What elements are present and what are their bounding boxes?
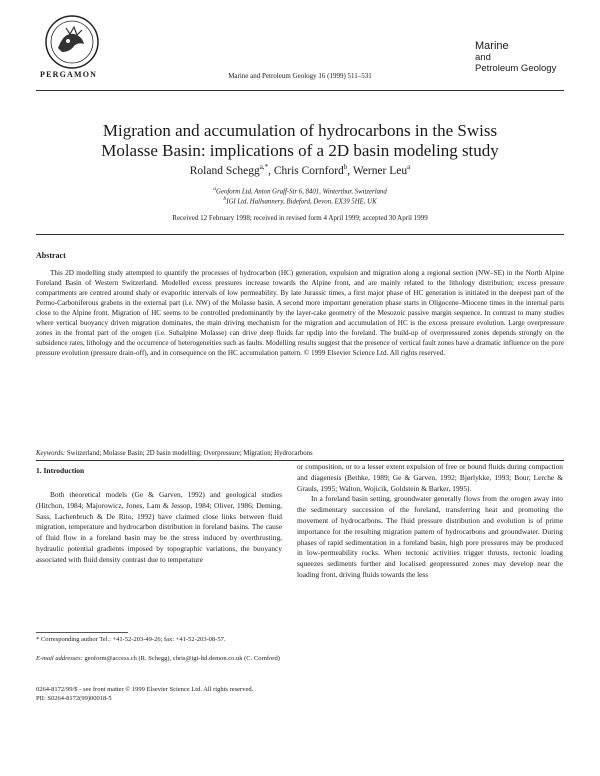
footnote-corresponding: * Corresponding author Tel.: +41-52-203-49-26; fax: +41-52-203-08-57.	[36, 636, 226, 643]
footnote-email-label: E-mail addresses:	[36, 655, 83, 662]
author-sep-2: ,	[347, 164, 353, 177]
author-3-sup: a	[407, 163, 411, 171]
right-column-paragraph-1: or composition, or to a lesser extent expulsion of free or bound fluids during compaction and diagenesis (Bethke, 1989; Ge & Garven, 1992; Bjørlykke, 1993; Bour, Lerche & Grauls, 1995; Walton, Wojicik, Goldstein & Barker, 1995).	[297, 462, 563, 493]
right-column-paragraph-2: In a foreland basin setting, groundwater generally flows from the orogen away into the sedimentary succession of the foreland, transferring heat and promoting the movement of hydrocarbons. The fluid pressure distribution and evolution is of prime importance for the resulting migration pattern of hydrocarbons and groundwater. During phases of rapid sedimentation in a foreland basin, high pore pressures may be produced in low-permeability rocks. When tectonic activities trigger thrusts, tectonic loading squeezes sediments further and localised geopressured zones may develop near the loading front, driving fluids towards the less	[297, 494, 563, 579]
abstract-heading: Abstract	[36, 251, 66, 260]
footnote-email	[36, 655, 282, 664]
affiliation-a-text: Geoform Ltd, Anton Graff-Str 6, 8401, Winterthur, Switzerland	[216, 188, 387, 196]
received-dates: Received 12 February 1998; received in revised form 4 April 1999; accepted 30 April 1999	[172, 214, 428, 222]
abstract-text: This 2D modelling study attempted to quantify the processes of hydrocarbon (HC) generation, expulsion and migration along a regional section (NW–SE) in the North Alpine Foreland Basin of Western Switzerland. Modelled excess pressures increase towards the Alpine front, and are mainly related to the lithology distribution; excess pressure compartments are centred around shaly or evaporitic intervals of low permeability. By late Jurassic times, a first major phase of HC generation is initiated in the deepest part of the Permo-Carboniferous grabens in the external part (i.e. NW) of the Molasse basin. A second more important generation phase starts in Oligocene–Miocene times in the internal parts close to the Alpine front. Migration of HC seems to be controlled predominantly by the layer-cake geometry of the Mesozoic passive margin sequence. In contrast to many studies where vertical buoyancy driven migration dominates, the main driving mechanism for the migration and accumulation of HC is the excess pressure evolution. Large overpressure zones in the frontal part of the orogen (i.e. Subalpine Molasse) can drive deep fluids far updip into the foreland. The build-up of overpressured zones depends strongly on the subsidence rates, lithology and the occurrence of heterogeneities such as faults. Modelling results suggest that the presence of vertical fault zones have a dramatic influence on the pore pressure evolution (pressure drain-off), and in consequence on the HC accumulation pattern. © 1999 Elsevier Science Ltd. All rights reserved.	[36, 269, 564, 357]
keywords-label: Keywords:	[36, 450, 66, 457]
keywords-text: Switzerland; Molasse Basin; 2D basin modelling; Overpressure; Migration; Hydrocarbons	[65, 450, 313, 457]
journal-title-line2	[475, 52, 565, 63]
author-list	[40, 163, 560, 177]
abstract-rule	[36, 460, 564, 461]
affiliation-b	[40, 196, 560, 205]
journal-title-line2a: and	[475, 52, 491, 63]
author-3: Werner Leu	[352, 164, 408, 177]
left-column-paragraph-1: Both theoretical models (Ge & Garven, 1992) and geological studies (Hitchon, 1984; Majorowicz, Jones, Lam & Jessop, 1984; Oliver, 1986; Deming, Sass, Lachenbruch & De Rito, 1992) have claimed close links between fluid migration, temperature and hydrocarbon distribution in foreland basins. The cause of fluid flow in a foreland basin may be the stress induced by overthrusting, hydraulic potential gradients imposed by topographic variations, the buoyancy associated with fluid density contrast due to temperature	[36, 490, 282, 564]
affiliation-a-sup: a	[213, 186, 217, 192]
author-1: Roland Schegg	[189, 164, 260, 177]
affiliation-b-text: IGI Ltd, Hallsannery, Bideford, Devon, EX39 5HE, UK	[226, 198, 377, 206]
affiliation-b-sup: b	[223, 196, 227, 202]
footnote-email-text: geoform@access.ch (R. Schegg), chris@igi-ltd.demon.co.uk (C. Cornford)	[82, 655, 280, 662]
journal-title-line1: Marine	[475, 40, 509, 52]
article-title-line1: Migration and accumulation of hydrocarbons in the Swiss	[102, 121, 498, 140]
title-rule	[36, 234, 564, 235]
publisher-name: PERGAMON	[40, 70, 98, 79]
copyright-line: 0264-8172/99/$ - see front matter © 1999 Elsevier Science Ltd. All rights reserved.	[36, 686, 254, 693]
affiliation-a	[40, 186, 560, 195]
right-column	[297, 462, 563, 581]
author-2-sup: b	[343, 163, 348, 171]
author-2: Chris Cornford	[273, 164, 344, 177]
footnote-rule	[36, 632, 128, 633]
section-heading-introduction: 1. Introduction	[36, 466, 85, 475]
author-1-sup: a,*	[259, 163, 269, 171]
header-rule	[36, 90, 564, 91]
author-sep-1: ,	[268, 164, 274, 177]
keywords	[36, 450, 564, 457]
journal-title	[475, 41, 565, 74]
journal-citation: Marine and Petroleum Geology 16 (1999) 511–531	[228, 72, 372, 80]
article-title-line2: Molasse Basin: implications of a 2D basin modeling study	[101, 140, 499, 160]
article-title	[40, 121, 560, 160]
publisher-logo	[44, 14, 100, 70]
pii-line: PII: S0264-8172(99)00018-5	[36, 695, 112, 702]
journal-title-line3: Petroleum Geology	[475, 63, 557, 74]
left-column	[36, 490, 282, 566]
